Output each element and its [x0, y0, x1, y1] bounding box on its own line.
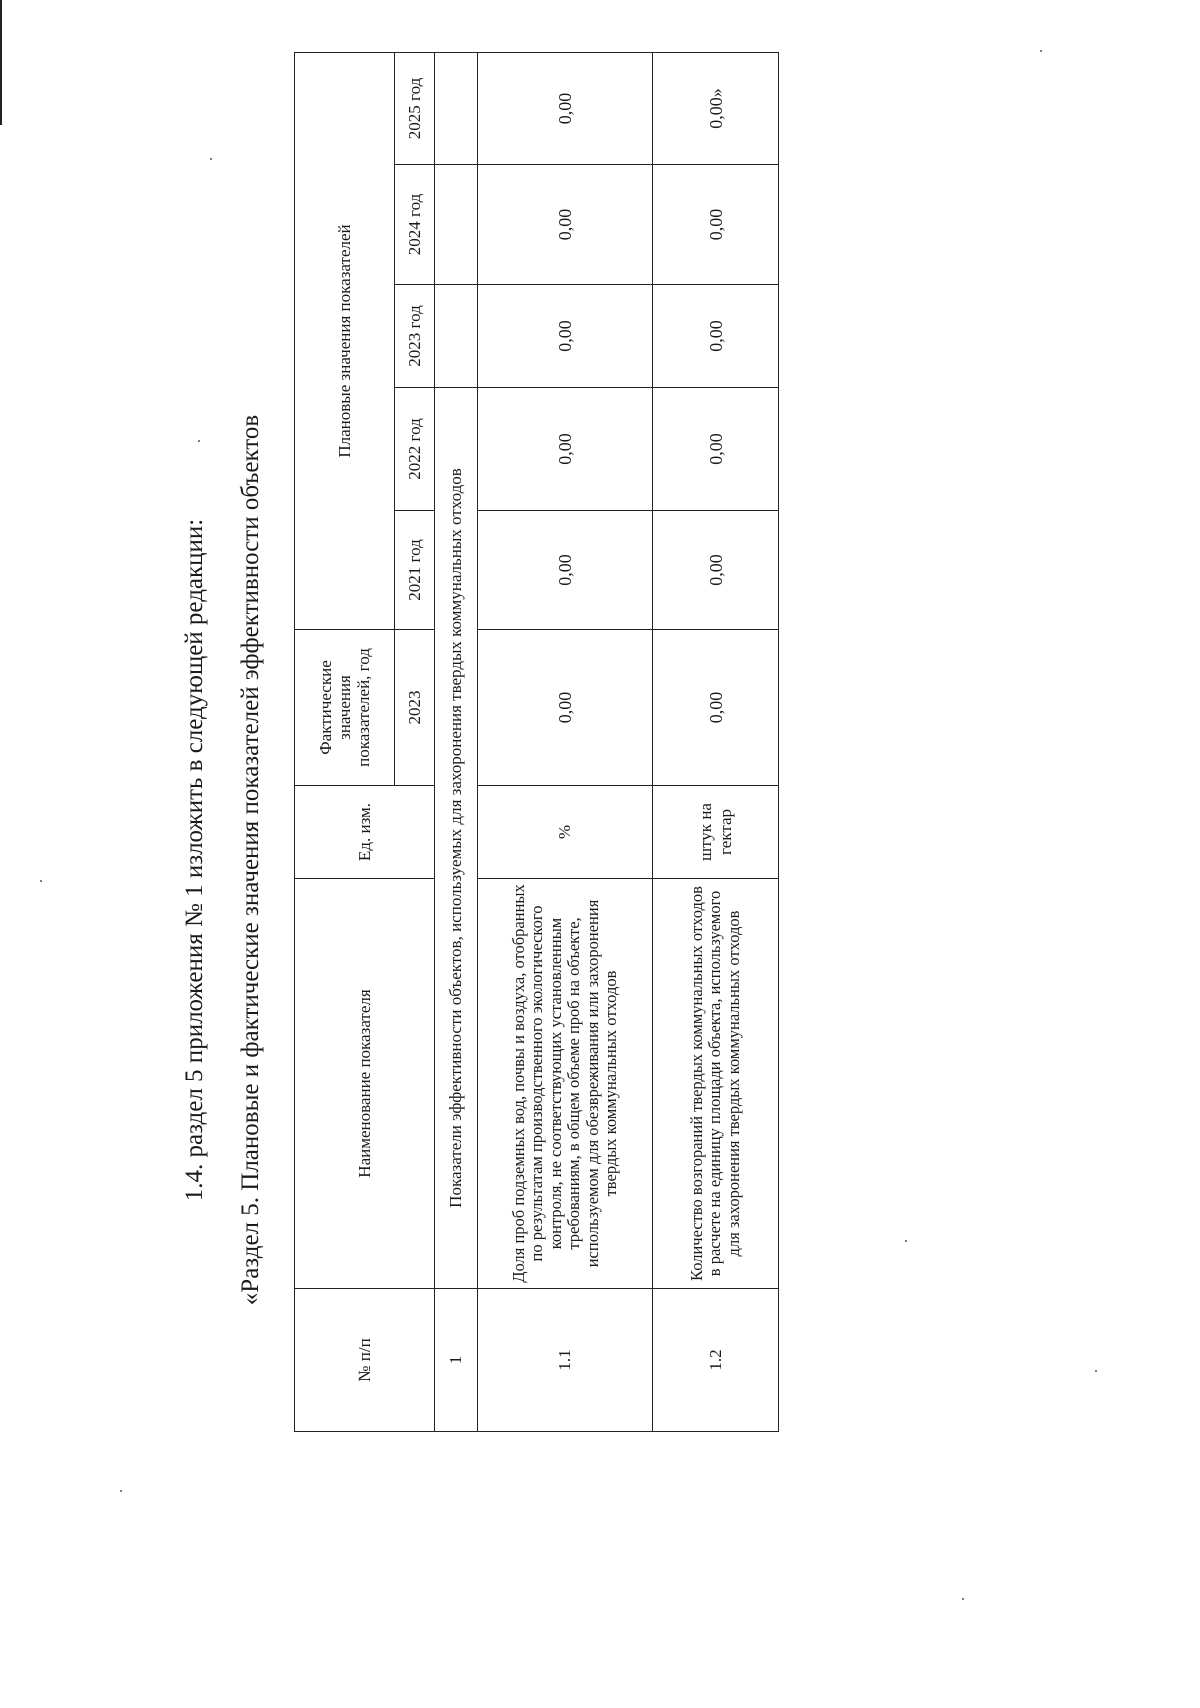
header-fact-group: Фактические значения показателей, год: [295, 630, 395, 786]
intro-line: 1.4. раздел 5 приложения № 1 изложить в следующей редакции:: [181, 518, 208, 1202]
row-fact-value: 0,00: [653, 630, 779, 786]
row-name: Количество возгораний твердых коммунальных отходов в расчете на единицу площади объекта, используемого для захоронения твердых коммунальных отходов: [653, 879, 779, 1289]
empty-cell: [435, 53, 478, 165]
row-plan-value: 0,00: [478, 53, 653, 165]
row-unit: штук на гектар: [653, 786, 779, 879]
empty-cell: [435, 165, 478, 285]
section-num: 1: [435, 1289, 478, 1432]
row-plan-value: 0,00: [478, 165, 653, 285]
section-row: [435, 53, 478, 1432]
header-plan-year: 2024 год: [395, 165, 435, 285]
header-plan-year: 2022 год: [395, 388, 435, 511]
row-unit: %: [478, 786, 653, 879]
indicators-table: [294, 52, 779, 1432]
row-plan-value: 0,00: [478, 388, 653, 511]
row-plan-value: 0,00: [478, 511, 653, 630]
header-fact-year: 2023: [395, 630, 435, 786]
row-name: Доля проб подземных вод, почвы и воздуха, отобранных по результатам производственного экологического контроля, не соответствующих установленным требованиям, в общем объеме проб на объекте, используемом для обезвреживания или захоронения твердых коммунальных отходов: [478, 879, 653, 1289]
empty-cell: [435, 285, 478, 388]
rotated-page-content: [0, 48, 1104, 1660]
row-num: 1.1: [478, 1289, 653, 1432]
row-plan-value: 0,00: [653, 285, 779, 388]
row-plan-value: 0,00»: [653, 53, 779, 165]
header-plan-year: 2025 год: [395, 53, 435, 165]
header-name: Наименование показателя: [295, 879, 435, 1289]
header-plan-group: Плановые значения показателей: [295, 53, 395, 630]
row-plan-value: 0,00: [478, 285, 653, 388]
header-row: [295, 53, 395, 1432]
header-num: № п/п: [295, 1289, 435, 1432]
header-unit: Ед. изм.: [295, 786, 435, 879]
row-plan-value: 0,00: [653, 511, 779, 630]
row-fact-value: 0,00: [478, 630, 653, 786]
header-plan-year: 2021 год: [395, 511, 435, 630]
section-title: «Раздел 5. Плановые и фактические значения показателей эффективности объектов: [237, 414, 264, 1306]
section-title-cell: Показатели эффективности объектов, используемых для захоронения твердых коммунальных отходов: [435, 388, 478, 1289]
row-num: 1.2: [653, 1289, 779, 1432]
row-plan-value: 0,00: [653, 388, 779, 511]
table-row: [653, 53, 779, 1432]
table-row: [478, 53, 653, 1432]
row-plan-value: 0,00: [653, 165, 779, 285]
header-plan-year: 2023 год: [395, 285, 435, 388]
